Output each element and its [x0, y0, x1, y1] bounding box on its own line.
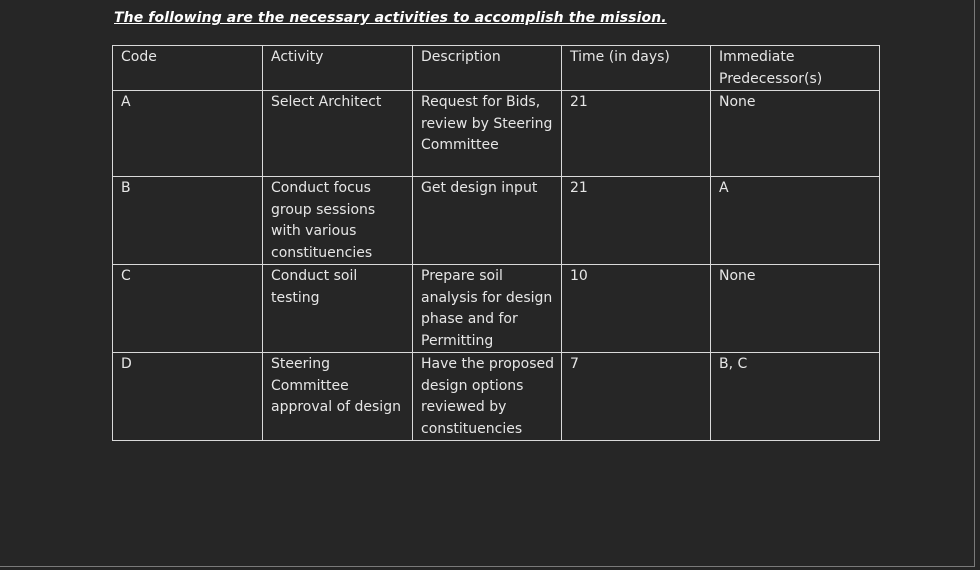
cell-activity: Conduct focus group sessions with various constituencies [263, 177, 413, 265]
cell-time: 10 [562, 265, 711, 353]
table-header-row [113, 46, 880, 91]
table-row [113, 353, 880, 441]
cell-predecessors: None [711, 91, 880, 177]
cell-time: 21 [562, 91, 711, 177]
cell-code: D [113, 353, 263, 441]
header-description: Description [413, 46, 562, 91]
cell-description: Request for Bids, review by Steering Committee [413, 91, 562, 177]
cell-description: Have the proposed design options reviewed by constituencies [413, 353, 562, 441]
header-predecessors: Immediate Predecessor(s) [711, 46, 880, 91]
page-heading: The following are the necessary activities to accomplish the mission. [114, 10, 667, 26]
cell-code: C [113, 265, 263, 353]
cell-activity: Conduct soil testing [263, 265, 413, 353]
table-row [113, 91, 880, 177]
table-row [113, 177, 880, 265]
cell-description: Get design input [413, 177, 562, 265]
header-code: Code [113, 46, 263, 91]
cell-predecessors: B, C [711, 353, 880, 441]
cell-description: Prepare soil analysis for design phase and for Permitting [413, 265, 562, 353]
cell-activity: Steering Committee approval of design [263, 353, 413, 441]
cell-predecessors: A [711, 177, 880, 265]
cell-time: 7 [562, 353, 711, 441]
cell-time: 21 [562, 177, 711, 265]
activities-table [112, 45, 880, 441]
cell-predecessors: None [711, 265, 880, 353]
cell-activity: Select Architect [263, 91, 413, 177]
table-row [113, 265, 880, 353]
cell-code: B [113, 177, 263, 265]
header-activity: Activity [263, 46, 413, 91]
header-time: Time (in days) [562, 46, 711, 91]
cell-code: A [113, 91, 263, 177]
